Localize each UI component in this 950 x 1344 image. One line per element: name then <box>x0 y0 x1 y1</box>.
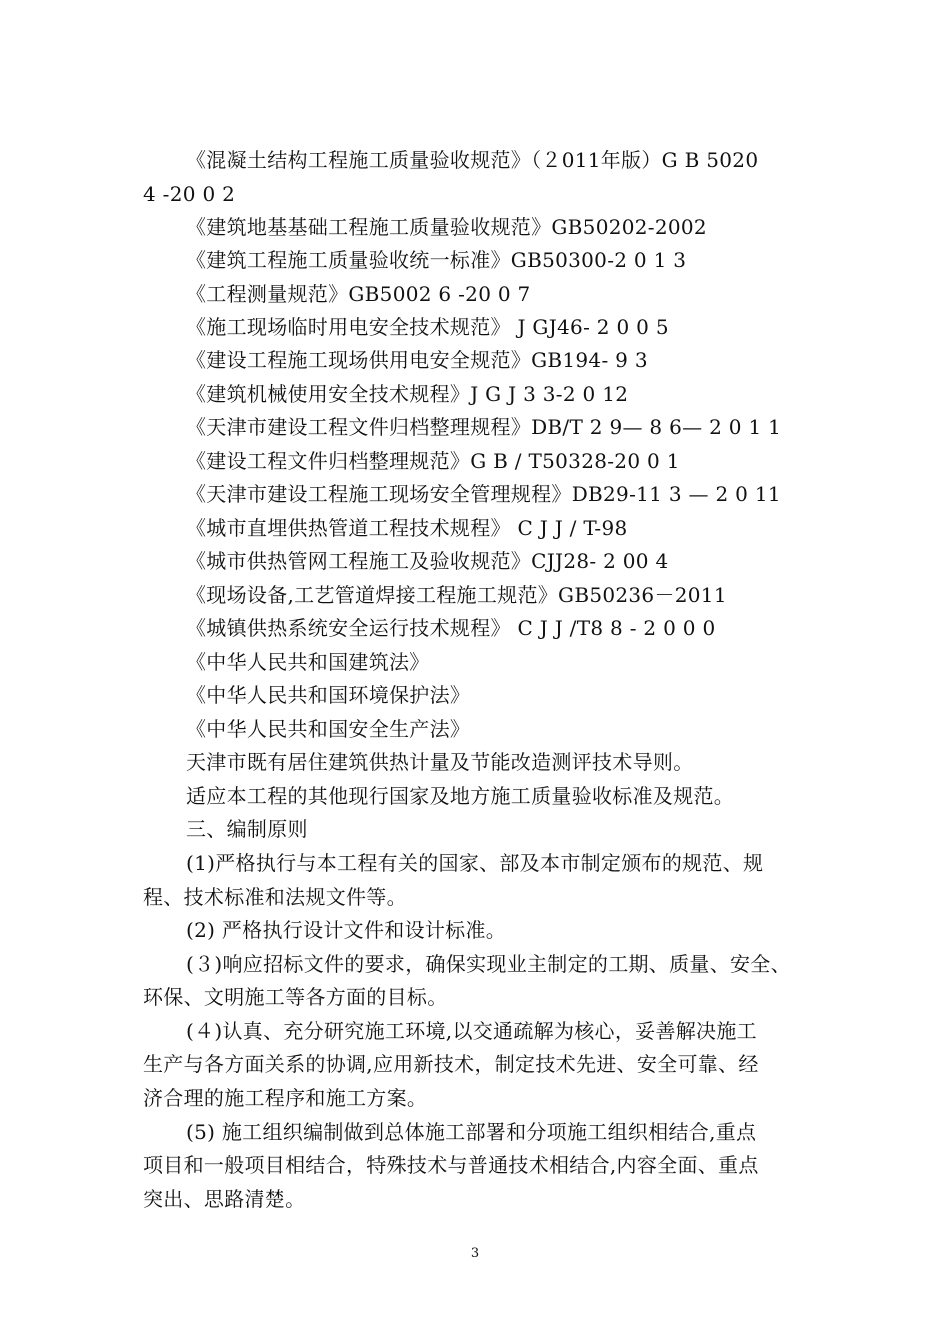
principle-1-continuation: 程、技术标准和法规文件等。 <box>143 885 407 909</box>
reference-line: 《建筑工程施工质量验收统一标准》GB50300-2 0 1 3 <box>186 248 687 272</box>
law-line: 《中华人民共和国安全生产法》 <box>186 717 471 741</box>
reference-line: 《天津市建设工程文件归档整理规程》DB/T 2 9— 8 6— 2 0 1 1 <box>186 415 782 439</box>
reference-line: 《建设工程施工现场供用电安全规范》GB194- 9 3 <box>186 348 648 372</box>
principle-4-line: (４)认真、充分研究施工环境,以交通疏解为核心，妥善解决施工 <box>186 1019 757 1043</box>
standards-line: 适应本工程的其他现行国家及地方施工质量验收标准及规范。 <box>186 784 735 808</box>
principle-4-continuation: 济合理的施工程序和施工方案。 <box>143 1086 428 1110</box>
principle-2-line: (2) 严格执行设计文件和设计标准。 <box>186 918 507 942</box>
reference-line: 《建筑机械使用安全技术规程》J G J 3 3-2 0 12 <box>186 382 629 406</box>
principle-3-continuation: 环保、文明施工等各方面的目标。 <box>143 985 448 1009</box>
principle-5-continuation: 突出、思路清楚。 <box>143 1187 306 1211</box>
principle-3-line: (３)响应招标文件的要求，确保实现业主制定的工期、质量、安全、 <box>186 952 791 976</box>
reference-line: 《现场设备,工艺管道焊接工程施工规范》GB50236－2011 <box>186 583 727 607</box>
reference-line: 《施工现场临时用电安全技术规范》 J GJ46- 2 0 0 5 <box>186 315 669 339</box>
law-line: 《中华人民共和国环境保护法》 <box>186 683 471 707</box>
reference-line: 《城市供热管网工程施工及验收规范》CJJ28- 2 00 4 <box>186 549 669 573</box>
principle-5-line: (5) 施工组织编制做到总体施工部署和分项施工组织相结合,重点 <box>186 1120 757 1144</box>
reference-line: 《城市直埋供热管道工程技术规程》 C J J / T-98 <box>186 516 628 540</box>
reference-line: 《建筑地基基础工程施工质量验收规范》GB50202-2002 <box>186 215 707 239</box>
reference-line: 《混凝土结构工程施工质量验收规范》（２011年版）G B 5020 <box>186 148 759 172</box>
reference-line: 《工程测量规范》GB5002 6 -20 0 7 <box>186 282 531 306</box>
section-heading: 三、编制原则 <box>186 817 308 841</box>
reference-line: 《城镇供热系统安全运行技术规程》 C J J /T8 8 - 2 0 0 0 <box>186 616 716 640</box>
principle-4-continuation: 生产与各方面关系的协调,应用新技术，制定技术先进、安全可靠、经 <box>143 1052 759 1076</box>
principle-5-continuation: 项目和一般项目相结合，特殊技术与普通技术相结合,内容全面、重点 <box>143 1153 759 1177</box>
principle-1-line: (1)严格执行与本工程有关的国家、部及本市制定颁布的规范、规 <box>186 851 764 875</box>
reference-line-continuation: 4 -20 0 2 <box>143 182 236 206</box>
page-number: 3 <box>470 1246 480 1261</box>
law-line: 《中华人民共和国建筑法》 <box>186 650 430 674</box>
reference-line: 《建设工程文件归档整理规范》G B / T50328-20 0 1 <box>186 449 680 473</box>
guideline-line: 天津市既有居住建筑供热计量及节能改造测评技术导则。 <box>186 750 694 774</box>
reference-line: 《天津市建设工程施工现场安全管理规程》DB29-11 3 — 2 0 11 <box>186 482 781 506</box>
